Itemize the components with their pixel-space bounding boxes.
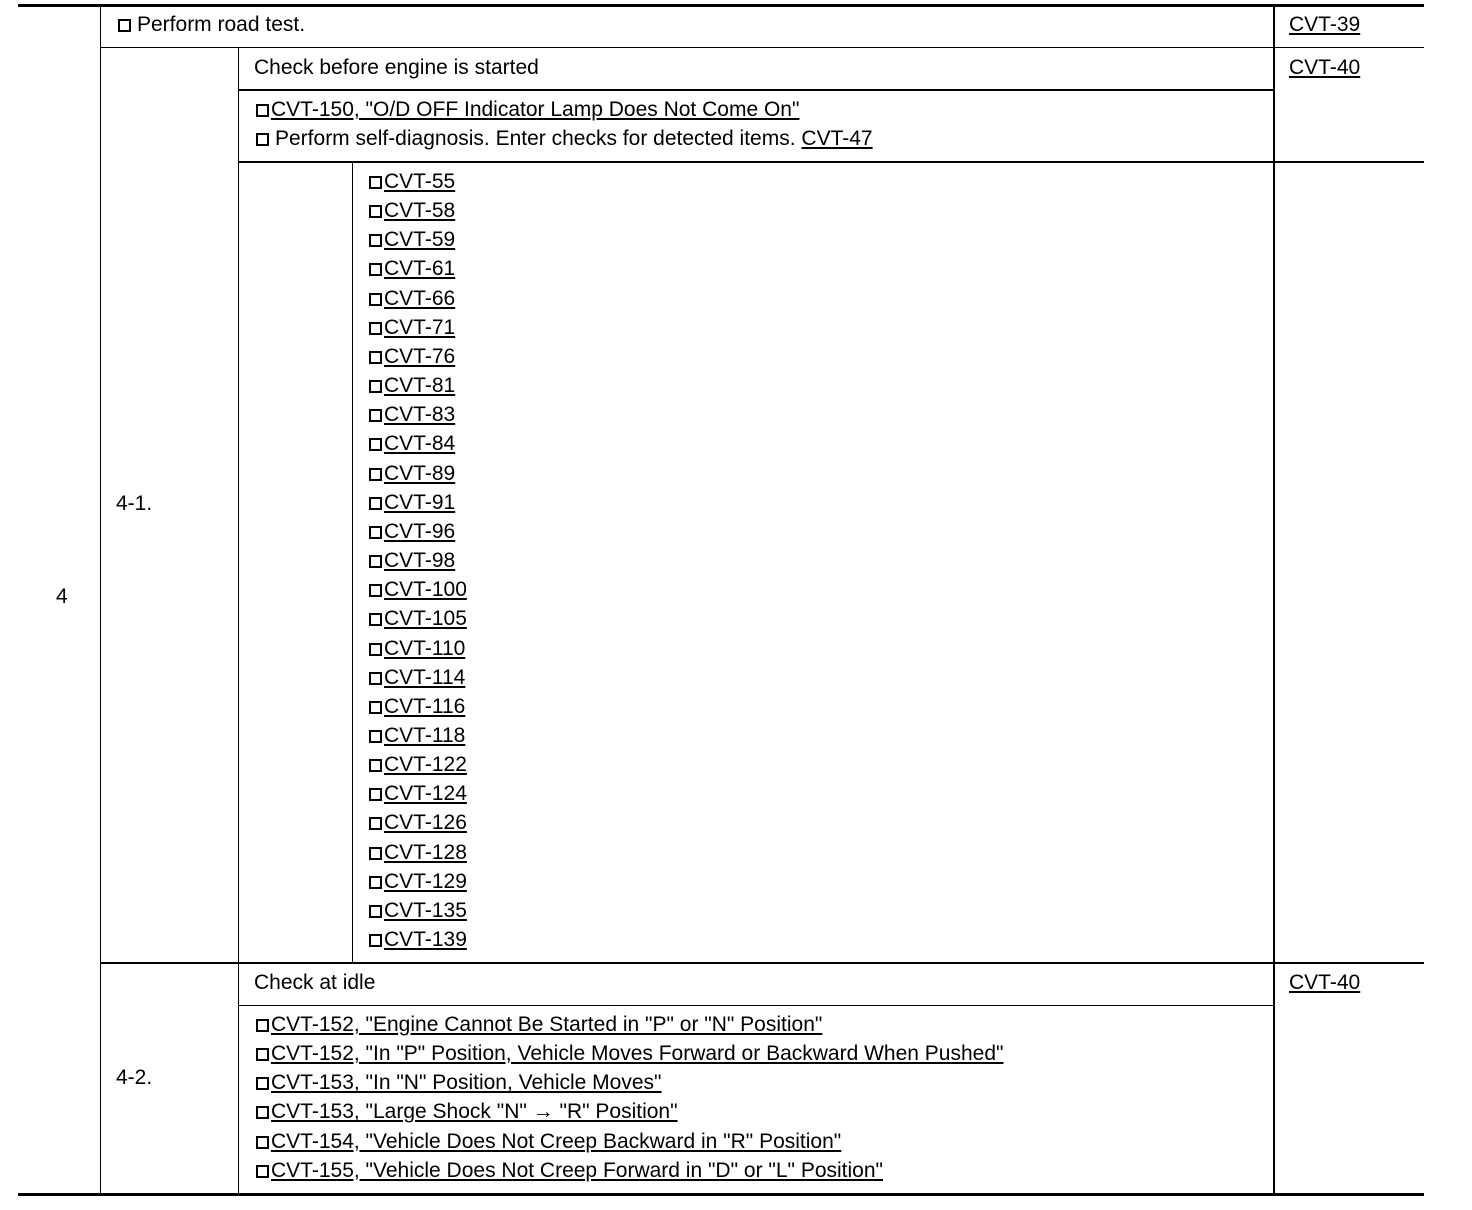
list-item [369,429,467,458]
checkbox-icon[interactable] [256,1048,269,1061]
list-item [369,867,467,896]
dtc-ref-link[interactable]: CVT-114 [384,665,466,689]
checkbox-icon[interactable] [369,847,382,860]
column-divider [1273,4,1275,1196]
checkbox-icon[interactable] [256,1019,269,1032]
list-item [369,459,467,488]
checkbox-icon[interactable] [369,293,382,306]
list-item [369,896,467,925]
idle-check-link[interactable]: CVT-152, "In "P" Position, Vehicle Moves Forward or Backward When Pushed" [271,1042,1004,1066]
checkbox-icon[interactable] [369,380,382,393]
list-item [369,225,467,254]
checkbox-icon[interactable] [256,133,269,146]
list-item [369,604,467,633]
self-diagnosis-check-item [256,124,873,153]
dtc-ref-link[interactable]: CVT-128 [384,840,467,864]
dtc-ref-link[interactable]: CVT-129 [384,869,467,893]
checkbox-icon[interactable] [369,730,382,743]
checkbox-icon[interactable] [256,104,269,117]
idle-check-link[interactable]: CVT-154, "Vehicle Does Not Creep Backward in "R" Position" [271,1129,842,1153]
idle-check-link[interactable]: CVT-152, "Engine Cannot Be Started in "P" or "N" Position" [271,1013,823,1036]
dtc-ref-link[interactable]: CVT-139 [384,928,467,952]
dtc-ref-link[interactable]: CVT-84 [384,432,456,456]
dtc-ref-link[interactable]: CVT-124 [384,782,467,806]
list-item [369,779,467,808]
list-item [369,284,467,313]
checkbox-icon[interactable] [369,643,382,656]
self-diagnosis-ref-link[interactable]: CVT-47 [801,127,873,150]
step-number: 4 [56,585,68,608]
checkbox-icon[interactable] [369,584,382,597]
list-item [256,1127,1003,1156]
substep-4-2-label: 4-2. [116,1066,153,1089]
road-test-ref-link[interactable]: CVT-39 [1289,13,1361,36]
list-item [369,838,467,867]
row-divider [238,161,1424,163]
list-item [256,1068,1003,1097]
idle-check-link[interactable]: CVT-153, "In "N" Position, Vehicle Moves" [271,1071,662,1095]
dtc-ref-link[interactable]: CVT-76 [384,344,456,368]
dtc-ref-link[interactable]: CVT-81 [384,374,456,398]
row-divider [100,962,1424,964]
list-item [369,692,467,721]
list-item [369,488,467,517]
checkbox-icon[interactable] [369,468,382,481]
checkbox-icon[interactable] [369,759,382,772]
list-item [369,721,467,750]
column-divider [352,161,353,963]
list-item [256,1039,1003,1068]
list-item [369,371,467,400]
row-divider [238,89,1274,91]
dtc-ref-link[interactable]: CVT-116 [384,694,466,718]
table-bottom-border [18,1193,1424,1196]
dtc-ref-link[interactable]: CVT-135 [384,898,467,922]
idle-check-link[interactable]: CVT-153, "Large Shock "N" → "R" Position" [271,1100,678,1124]
dtc-ref-link[interactable]: CVT-96 [384,519,456,543]
checkbox-icon[interactable] [369,497,382,510]
list-item [369,254,467,283]
checkbox-icon[interactable] [256,1106,269,1119]
substep-4-1-label: 4-1. [116,492,153,515]
list-item [256,1097,1003,1126]
checkbox-icon[interactable] [369,817,382,830]
checkbox-icon[interactable] [369,526,382,539]
checkbox-icon[interactable] [369,234,382,247]
list-item [369,925,467,954]
list-item [369,634,467,663]
od-off-link[interactable]: CVT-150, "O/D OFF Indicator Lamp Does Not Come On" [271,98,800,121]
dtc-ref-link[interactable]: CVT-66 [384,286,456,310]
dtc-ref-link[interactable]: CVT-91 [384,490,456,514]
checkbox-icon[interactable] [369,351,382,364]
dtc-ref-link[interactable]: CVT-55 [384,170,456,193]
checkbox-icon[interactable] [369,205,382,218]
checkbox-icon[interactable] [369,263,382,276]
substep-4-2-header: Check at idle [254,971,376,994]
idle-check-list [256,1010,1003,1185]
substep-4-2-ref-link[interactable]: CVT-40 [1289,971,1361,994]
list-item [369,313,467,342]
checkbox-icon[interactable] [256,1077,269,1090]
list-item [369,663,467,692]
list-item [369,400,467,429]
dtc-ref-link[interactable]: CVT-105 [384,607,467,631]
row-divider [238,1005,1274,1006]
list-item [369,808,467,837]
dtc-ref-link[interactable]: CVT-98 [384,549,456,573]
list-item [369,575,467,604]
dtc-ref-link[interactable]: CVT-58 [384,199,456,223]
self-diagnosis-text: Perform self-diagnosis. Enter checks for detected items. [275,127,796,150]
dtc-ref-list [369,167,467,954]
dtc-ref-link[interactable]: CVT-59 [384,228,456,252]
road-test-row [118,10,305,39]
dtc-ref-link[interactable]: CVT-89 [384,461,456,485]
checkbox-icon[interactable] [369,176,382,189]
row-divider [100,47,1424,48]
column-divider [100,4,101,1196]
column-divider [238,47,239,1196]
dtc-ref-link[interactable]: CVT-71 [384,315,456,339]
checkbox-icon[interactable] [369,409,382,422]
list-item [369,167,467,196]
dtc-ref-link[interactable]: CVT-118 [384,723,466,747]
checkbox-icon[interactable] [256,1165,269,1178]
substep-4-1-header: Check before engine is started [254,56,539,79]
road-test-text: Perform road test. [137,13,306,36]
checkbox-icon[interactable] [369,322,382,335]
checkbox-icon[interactable] [369,876,382,889]
checkbox-icon[interactable] [369,934,382,947]
checkbox-icon[interactable] [369,613,382,626]
checkbox-icon[interactable] [369,438,382,451]
substep-4-1-ref-link[interactable]: CVT-40 [1289,56,1361,79]
checkbox-icon[interactable] [369,672,382,685]
table-top-border [18,4,1424,7]
dtc-ref-link[interactable]: CVT-100 [384,578,467,602]
list-item [256,1010,1003,1039]
diagnostic-table [18,4,1424,1198]
checkbox-icon[interactable] [256,1136,269,1149]
list-item [369,750,467,779]
dtc-ref-link[interactable]: CVT-122 [384,753,467,777]
dtc-ref-link[interactable]: CVT-126 [384,811,467,835]
list-item [369,546,467,575]
list-item [369,517,467,546]
dtc-ref-link[interactable]: CVT-61 [384,257,456,281]
checkbox-icon[interactable] [369,555,382,568]
dtc-ref-link[interactable]: CVT-83 [384,403,456,427]
dtc-ref-link[interactable]: CVT-110 [384,636,466,660]
list-item [256,1156,1003,1185]
list-item [369,342,467,371]
checkbox-icon[interactable] [369,701,382,714]
list-item [369,196,467,225]
checkbox-icon[interactable] [118,19,131,32]
od-off-check-item [256,95,799,124]
checkbox-icon[interactable] [369,905,382,918]
idle-check-link[interactable]: CVT-155, "Vehicle Does Not Creep Forward in "D" or "L" Position" [271,1158,883,1182]
checkbox-icon[interactable] [369,788,382,801]
